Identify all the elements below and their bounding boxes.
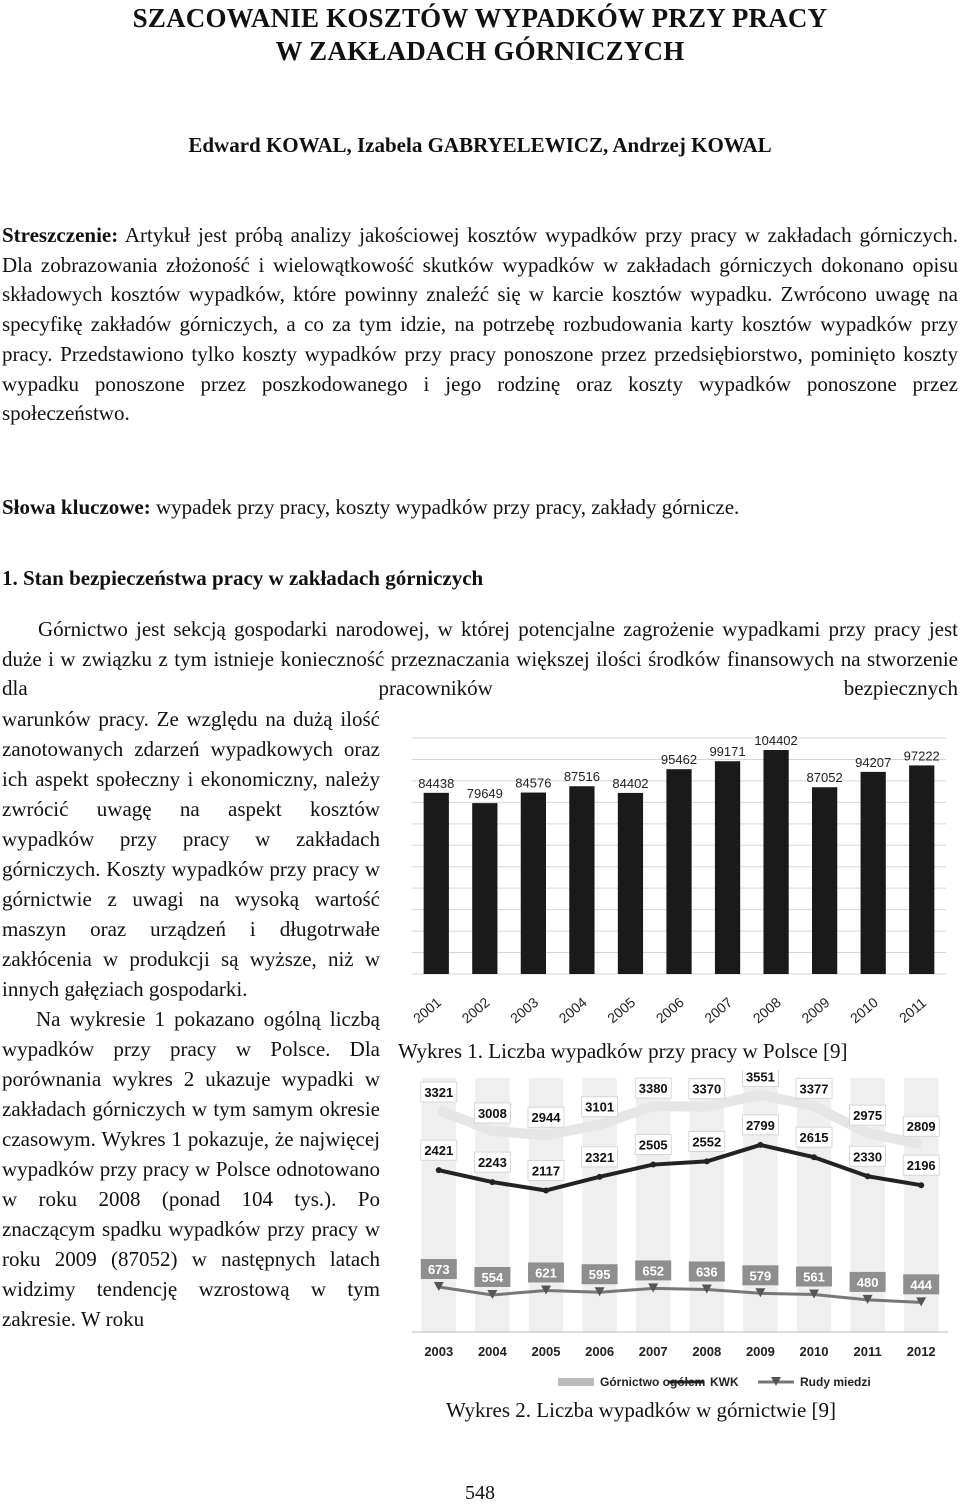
chart1-data-label: 95462 [660, 752, 698, 768]
chart2-legend-label: Rudy miedzi [800, 1375, 871, 1389]
chart1-tick-label: 2001 [409, 994, 445, 1027]
chart1-tick-label: 2005 [604, 994, 639, 1027]
chart2-data-label: 2505 [638, 1137, 668, 1153]
chart2-tick-label: 2012 [906, 1344, 936, 1359]
left-column-paragraph-2: Na wykresie 1 pokazano ogólną liczbą wypadków przy pracy w Polsce. Dla porównania wykres 2 ukazuje wypadki w zakładach górniczych w tym samym okresie czasowym. Wykres 1 pokazuje, że najwięcej wypadków przy pracy w Polsce odnotowano w roku 2008 (ponad 104 tys.). Po znaczącym spadku wypadków przy pracy w roku 2009 (87052) w następnych latach widzimy tendencję wzrostową w tym zakresie. W roku [2, 1007, 380, 1331]
chart2-tick-label: 2003 [424, 1344, 454, 1359]
chart2-marker [436, 1167, 442, 1173]
chart2-data-label: 3321 [424, 1085, 454, 1101]
chart2-data-label: 2799 [745, 1117, 775, 1133]
chart2-data-label: 595 [588, 1267, 611, 1283]
chart2-data-label: 3377 [799, 1081, 829, 1097]
chart-accidents-poland [400, 726, 952, 1036]
left-column-text [2, 704, 380, 1334]
chart1-data-label: 84438 [418, 775, 455, 791]
chart1-tick-label: 2004 [555, 994, 590, 1027]
chart2-data-label: 2975 [853, 1108, 883, 1124]
chart1-tick-label: 2011 [895, 994, 930, 1026]
chart1-bar [763, 750, 788, 974]
left-column-paragraph-1: warunków pracy. Ze względu na dużą ilość zanotowanych zdarzeń wypadkowych oraz ich aspekt społeczny i ekonomiczny, należy zwrócić uwagę na aspekt kosztów wypadków przy pracy w zakładach górniczych. Koszty wypadków przy pracy w górnictwie z uwagi na wysoką wartość maszyn oraz urządzeń i długotrwałe zakłócenia w produkcji są wyższe, niż w innych gałęziach gospodarki. [2, 707, 380, 1001]
chart2-marker [865, 1173, 871, 1179]
chart1-data-label: 79649 [466, 786, 503, 802]
chart1-data-label: 84576 [515, 775, 552, 791]
chart2-data-label: 2117 [531, 1163, 561, 1179]
keywords-text: wypadek przy pracy, koszty wypadków przy pracy, zakłady górnicze. [156, 495, 740, 519]
abstract-label: Streszczenie: [2, 223, 119, 247]
chart2-tick-label: 2011 [853, 1344, 882, 1359]
chart1-data-label: 99171 [709, 744, 746, 760]
chart2-data-label: 3008 [477, 1105, 507, 1121]
chart1-tick-label: 2010 [846, 994, 882, 1027]
chart2-series-line [439, 1145, 921, 1191]
chart2-tick-label: 2006 [585, 1344, 615, 1359]
chart2-data-label: 2552 [692, 1134, 722, 1150]
title-line-1: SZACOWANIE KOSZTÓW WYPADKÓW PRZY PRACY [132, 3, 828, 33]
chart2-marker [811, 1154, 817, 1160]
chart2-tick-label: 2010 [799, 1344, 829, 1359]
chart1-caption: Wykres 1. Liczba wypadków przy pracy w Polsce [9] [398, 1039, 848, 1063]
chart2-data-label: 561 [803, 1269, 825, 1285]
chart2-band [636, 1078, 670, 1332]
chart2-caption: Wykres 2. Liczba wypadków w górnictwie [9] [446, 1398, 837, 1422]
chart2-band [690, 1078, 724, 1332]
chart1-bar [569, 786, 594, 974]
chart2-marker [543, 1187, 549, 1193]
chart1-tick-label: 2003 [507, 994, 542, 1027]
chart1-bar [861, 772, 886, 974]
chart2-data-label: 652 [642, 1263, 665, 1279]
chart-accidents-mining [408, 1070, 952, 1392]
chart1-tick-label: 2008 [749, 994, 784, 1027]
chart2-tick-label: 2005 [531, 1344, 561, 1359]
chart2-data-label: 2330 [853, 1149, 883, 1165]
page-number: 548 [465, 1482, 495, 1504]
chart2-marker [597, 1174, 603, 1180]
chart2-data-label: 2196 [906, 1158, 936, 1174]
chart1-data-label: 84402 [612, 775, 649, 791]
chart2-marker [650, 1162, 656, 1168]
chart2-data-label: 3101 [585, 1099, 615, 1115]
chart2-data-label: 2243 [477, 1155, 507, 1171]
chart1-bar [618, 793, 643, 974]
chart2-data-label: 3380 [638, 1081, 668, 1097]
abstract-text: Artykuł jest próbą analizy jakościowej kosztów wypadków przy pracy w zakładach górniczych. Dla zobrazowania złożoność i wielowątkowość skutków wypadków w zakładach górniczych dokonano opisu składowych kosztów wypadków, które powinny znaleźć się w karcie kosztów wypadku. Zwrócono uwagę na specyfikę zakładów górniczych, a co za tym idzie, na potrzebę rozbudowania karty kosztów wypadków przy pracy. Przedstawiono tylko koszty wypadków przy pracy ponoszone przez przedsiębiorstwo, pominięto koszty wypadku ponoszone przez poszkodowanego i jego rodzinę oraz koszty wypadków ponoszone przez społeczeństwo. [2, 223, 958, 426]
chart1-data-label: 97222 [903, 748, 940, 764]
chart2-series-line [439, 1095, 921, 1145]
chart2-data-label: 2944 [531, 1110, 561, 1126]
chart2-svg [408, 1070, 952, 1392]
chart2-marker [489, 1179, 495, 1185]
chart2-data-label: 3370 [692, 1081, 722, 1097]
keywords-label: Słowa kluczowe: [2, 495, 151, 519]
chart2-data-label: 673 [427, 1262, 450, 1278]
paper-title [0, 2, 960, 68]
chart2-data-label: 480 [856, 1274, 879, 1290]
chart1-bar [521, 793, 546, 974]
chart2-data-label: 621 [535, 1265, 557, 1281]
chart2-data-label: 444 [910, 1277, 933, 1293]
title-line-2: W ZAKŁADACH GÓRNICZYCH [275, 36, 685, 66]
section-heading: 1. Stan bezpieczeństwa pracy w zakładach górniczych [2, 566, 484, 590]
chart1-tick-label: 2007 [701, 994, 736, 1027]
chart1-tick-label: 2006 [652, 994, 687, 1027]
chart2-legend-label: Górnictwo ogółem [600, 1375, 706, 1389]
chart1-data-label: 94207 [855, 754, 892, 770]
chart2-data-label: 579 [749, 1268, 772, 1284]
chart2-data-label: 636 [695, 1264, 718, 1280]
chart1-svg [400, 726, 952, 1036]
intro-paragraph: Górnictwo jest sekcją gospodarki narodowej, w której potencjalne zagrożenie wypadkami przy pracy jest duże i w związku z tym istnieje konieczność przeznaczania większej ilości środków finansowych na stworzenie dla pracowników bezpiecznych [2, 617, 958, 701]
chart2-tick-label: 2009 [745, 1344, 775, 1359]
chart2-data-label: 554 [481, 1269, 504, 1285]
chart1-bar [812, 787, 837, 974]
chart2-legend-label: KWK [710, 1375, 739, 1389]
abstract [2, 221, 958, 429]
chart1-bar [472, 803, 497, 974]
chart1-bar [666, 769, 691, 974]
chart2-data-label: 3551 [745, 1070, 775, 1085]
keywords [2, 493, 958, 521]
chart1-tick-label: 2009 [798, 994, 833, 1027]
chart2-series-line [439, 1287, 921, 1302]
chart2-tick-label: 2007 [638, 1344, 668, 1359]
chart1-data-label: 87516 [563, 769, 600, 785]
chart2-data-label: 2321 [585, 1149, 615, 1165]
chart2-marker [757, 1142, 763, 1148]
chart1-data-label: 87052 [806, 770, 843, 786]
chart2-data-label: 2615 [799, 1130, 829, 1146]
chart2-marker [918, 1182, 924, 1188]
authors: Edward KOWAL, Izabela GABRYELEWICZ, Andrzej KOWAL [188, 133, 772, 157]
chart1-bar [715, 761, 740, 974]
chart2-marker [704, 1158, 710, 1164]
chart2-data-label: 2421 [424, 1143, 454, 1159]
chart1-tick-label: 2002 [458, 994, 493, 1027]
chart1-bar [424, 793, 449, 974]
chart2-data-label: 2809 [906, 1119, 936, 1135]
chart1-bar [909, 765, 934, 974]
chart2-tick-label: 2004 [477, 1344, 507, 1359]
chart1-data-label: 104402 [754, 733, 798, 749]
chart2-tick-label: 2008 [692, 1344, 722, 1359]
